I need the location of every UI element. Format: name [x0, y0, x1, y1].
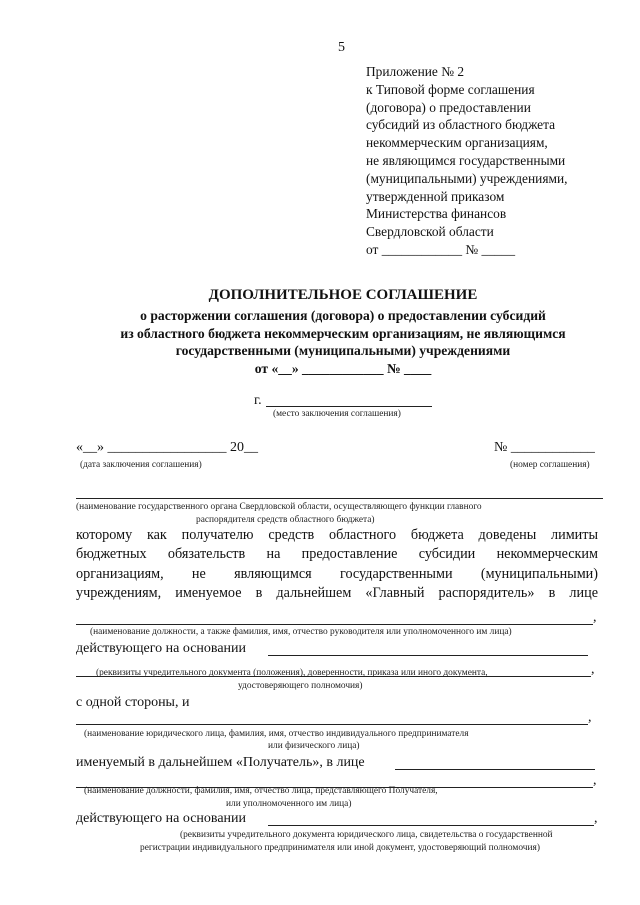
registration-caption: регистрации индивидуального предпринимателя или иной документ, удостоверяющий полномочия)	[140, 843, 540, 853]
rep-caption: (наименование должности, фамилия, имя, отчество лица, представляющего Получателя,	[84, 786, 438, 796]
agreement-date-field[interactable]: «__» _________________ 20__	[76, 440, 258, 455]
paragraph-line: организациям, не являющимся государственными (муниципальными)	[76, 566, 598, 582]
subtitle-line: о расторжении соглашения (договора) о предоставлении субсидий	[140, 308, 546, 323]
basis-field[interactable]	[268, 655, 588, 656]
document-title: ДОПОЛНИТЕЛЬНОЕ СОГЛАШЕНИЕ	[208, 287, 478, 303]
subtitle-line: государственными (муниципальными) учреждениями	[175, 343, 511, 358]
acting-basis-label: действующего на основании	[76, 811, 247, 826]
one-side-text: с одной стороны, и	[76, 695, 190, 710]
document-subtitle	[0, 307, 640, 377]
page-number: 5	[338, 40, 345, 55]
legal-entity-caption: или физического лица)	[268, 741, 360, 751]
appendix-from-line: от ____________ № _____	[366, 241, 516, 257]
head-position-field[interactable]	[76, 624, 593, 625]
appendix-line: Свердловской области	[366, 224, 494, 240]
authority-caption: (наименование государственного органа Свердловской области, осуществляющего функции главного	[76, 502, 482, 512]
date-caption: (дата заключения соглашения)	[80, 460, 202, 470]
place-prefix: г.	[254, 393, 262, 408]
legal-entity-caption: (наименование юридического лица, фамилия, имя, отчество индивидуального предпринимателя	[84, 729, 469, 739]
comma: ,	[588, 710, 592, 725]
appendix-line: (муниципальными) учреждениями,	[366, 170, 568, 186]
appendix-line: некоммерческим организациям,	[366, 135, 548, 151]
agreement-number-field[interactable]: № ____________	[494, 440, 595, 455]
subtitle-line: от «__» ____________ № ____	[254, 360, 432, 376]
appendix-line: не являющимся государственными	[366, 152, 566, 168]
subtitle-line: из областного бюджета некоммерческим организациям, не являющимся	[120, 325, 566, 341]
appendix-line: утвержденной приказом	[366, 188, 505, 204]
acting-basis-label: действующего на основании	[76, 641, 247, 656]
appendix-line: Министерства финансов	[366, 206, 507, 222]
registration-caption: (реквизиты учредительного документа юридического лица, свидетельства о государственной	[180, 830, 553, 840]
recipient-name-field[interactable]	[76, 724, 588, 725]
docs-caption: (реквизиты учредительного документа (положения), доверенности, приказа или иного документа,	[96, 668, 488, 678]
docs-caption: удостоверяющего полномочия)	[238, 681, 363, 691]
comma: ,	[593, 610, 597, 625]
appendix-line: субсидий из областного бюджета	[366, 117, 556, 133]
appendix-line: Приложение № 2	[366, 64, 465, 79]
paragraph-line: учреждениям, именуемое в дальнейшем «Главный распорядитель» в лице	[76, 585, 598, 601]
paragraph-line: бюджетных обязательств на предоставление субсидии некоммерческим	[76, 546, 598, 562]
basis-field[interactable]	[268, 825, 594, 826]
comma: ,	[593, 773, 597, 788]
number-caption: (номер соглашения)	[510, 460, 590, 470]
appendix-line: к Типовой форме соглашения	[366, 81, 535, 97]
appendix-block	[366, 63, 567, 259]
authority-name-field[interactable]	[76, 498, 603, 499]
comma: ,	[591, 662, 595, 677]
recipient-rep-field[interactable]	[395, 769, 595, 770]
paragraph-line: которому как получателю средств областного бюджета доведены лимиты	[76, 527, 598, 543]
place-caption: (место заключения соглашения)	[273, 409, 401, 419]
recipient-label: именуемый в дальнейшем «Получатель», в лице	[76, 755, 365, 770]
authority-caption: распорядителя средств областного бюджета)	[196, 515, 375, 525]
rep-caption: или уполномоченного им лица)	[226, 799, 352, 809]
place-field[interactable]	[266, 406, 432, 407]
position-caption: (наименование должности, а также фамилия, имя, отчество руководителя или уполномоченного им лица)	[90, 627, 512, 637]
appendix-line: (договора) о предоставлении	[366, 99, 531, 115]
comma: ,	[594, 811, 598, 826]
